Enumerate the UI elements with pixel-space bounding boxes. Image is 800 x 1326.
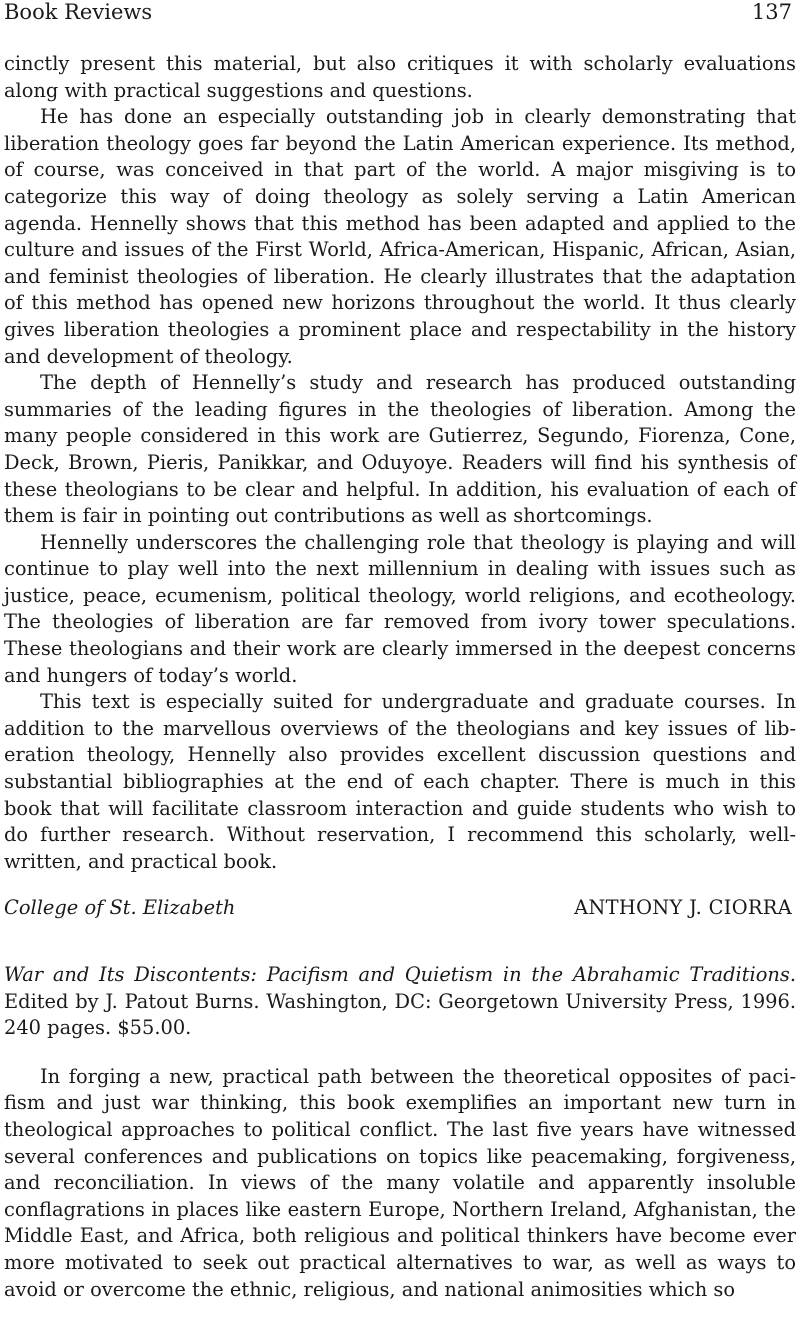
reviewer-signature	[4, 895, 796, 922]
review-paragraph: Hennelly underscores the challenging role that theology is playing and will continue to play well into the next millennium in dealing with issues such as justice, peace, ecumenism, political theology, world religions, and ecotheology. The theologies of liberation are far removed from ivory tower speculations. These theologians and their work are clearly immersed in the deepest concerns and hungers of today’s world.	[4, 530, 796, 687]
review-paragraph: In forging a new, practical path between the theoretical opposites of pacifism and just war thinking, this book exemplifies an important new turn in theological approaches to political conflict. The last five years have witnessed several conferences and publications on topics like peacemaking, forgiveness, and reconciliation. In views of the many volatile and apparently insoluble conflagrations in places like eastern Europe, Northern Ireland, Afghanistan, the Middle East, and Africa, both religious and political thinkers have become ever more motivated to seek out practical alternatives to war, as well as ways to avoid or overcome the ethnic, religious, and national animosities which so	[4, 1064, 796, 1301]
review-paragraph: cinctly present this material, but also critiques it with scholarly evaluations along with practical suggestions and questions.	[4, 52, 796, 102]
book-details: Edited by J. Patout Burns. Washington, DC: Georgetown University Press, 1996. 240 pages. $55.00.	[4, 989, 796, 1040]
book-title: War and Its Discontents: Pacifism and Quietism in the Abrahamic Traditions.	[4, 963, 796, 986]
reviewer-name: ANTHONY J. CIORRA	[574, 896, 792, 920]
page-number: 137	[751, 0, 792, 24]
journal-page	[4, 0, 796, 1303]
review-paragraph: He has done an especially outstanding job in clearly demonstrating that liberation theology goes far beyond the Latin American experience. Its method, of course, was conceived in that part of the world. A major misgiving is to categorize this way of doing theology as solely serving a Latin American agenda. Hennelly shows that this method has been adapted and applied to the culture and issues of the First World, Africa-American, Hispanic, African, Asian, and feminist theologies of liberation. He clearly illustrates that the adaptation of this method has opened new horizons throughout the world. It thus clearly gives liberation theologies a prominent place and respectability in the history and development of theology.	[4, 105, 796, 368]
review-paragraph: This text is especially suited for undergraduate and graduate courses. In addition to the marvellous overviews of the theologians and key issues of liberation theology, Hennelly also provides excellent discussion questions and substantial bibliographies at the end of each chapter. There is much in this book that will facilitate classroom interaction and guide students who wish to do further research. Without reservation, I recommend this scholarly, well-written, and practical book.	[4, 690, 796, 873]
section-title: Book Reviews	[4, 0, 153, 24]
review-1	[4, 51, 796, 922]
running-head	[4, 0, 796, 25]
book-citation	[4, 962, 796, 1042]
review-paragraph: The depth of Hennelly’s study and research has produced outstanding summaries of the leading figures in the theologies of liberation. Among the many people considered in this work are Gutierrez, Segundo, Fiorenza, Cone, Deck, Brown, Pieris, Panikkar, and Oduyoye. Readers will find his synthesis of these theologians to be clear and helpful. In addition, his evaluation of each of them is fair in pointing out contributions as well as shortcomings.	[4, 371, 796, 528]
reviewer-affiliation: College of St. Elizabeth	[4, 896, 236, 920]
review-2	[4, 962, 796, 1303]
